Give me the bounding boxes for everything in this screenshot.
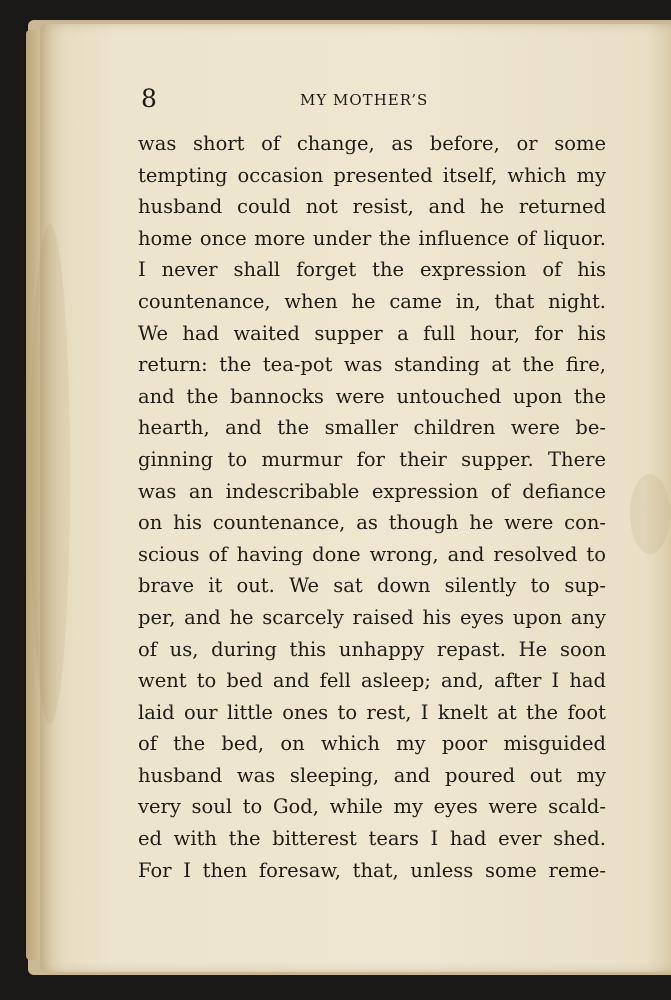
text-line: brave it out. We sat down silently to sup-	[138, 574, 606, 598]
text-line: countenance, when he came in, that night.	[138, 289, 606, 313]
text-line: and the bannocks were untouched upon the	[138, 384, 606, 408]
text-line: per, and he scarcely raised his eyes upon any	[138, 605, 606, 629]
text-line: on his countenance, as though he were con-	[138, 511, 606, 535]
text-line: I never shall forget the expression of his	[138, 258, 606, 282]
text-line: We had waited supper a full hour, for his	[138, 321, 606, 345]
page-stain	[30, 224, 70, 724]
text-line: home once more under the influence of liquor.	[138, 226, 606, 250]
page-header	[0, 84, 671, 114]
text-line: went to bed and fell asleep; and, after I had	[138, 669, 606, 693]
text-line: husband could not resist, and he returned	[138, 195, 606, 219]
text-line: of us, during this unhappy repast. He soon	[138, 637, 606, 661]
text-line: tempting occasion presented itself, which my	[138, 163, 606, 187]
text-line: scious of having done wrong, and resolved to	[138, 542, 606, 566]
text-line: was short of change, as before, or some	[138, 132, 606, 155]
text-line: very soul to God, while my eyes were scald-	[138, 795, 606, 819]
text-line: ginning to murmur for their supper. There	[138, 447, 606, 471]
text-line: hearth, and the smaller children were be-	[138, 416, 606, 440]
running-head: MY MOTHER’S	[300, 91, 429, 109]
page-stain	[630, 474, 670, 554]
text-line: For I then foresaw, that, unless some reme-	[138, 858, 606, 882]
page-number: 8	[141, 84, 157, 113]
text-line: of the bed, on which my poor misguided	[138, 732, 606, 756]
text-line: husband was sleeping, and poured out my	[138, 763, 606, 787]
text-line: was an indescribable expression of defiance	[138, 479, 606, 503]
text-line: laid our little ones to rest, I knelt at the foot	[138, 700, 606, 724]
text-line: return: the tea-pot was standing at the fire,	[138, 353, 606, 377]
text-line: ed with the bitterest tears I had ever shed.	[138, 827, 606, 851]
body-text	[138, 128, 606, 886]
